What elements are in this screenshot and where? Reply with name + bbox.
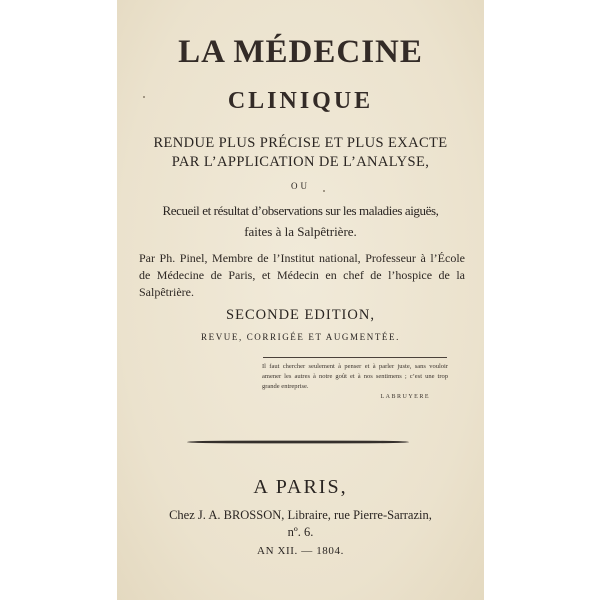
imprint-address: nº. 6. [287, 525, 314, 539]
epigraph-text: Il faut chercher seulement à penser et à parler juste, sans vouloir amener les autres à notre goût et à nos sentimens ; c’est une trop grande entreprise. [262, 363, 448, 390]
imprint-publisher: Chez J. A. BROSSON, Libraire, rue Pierre-Sarrazin, [169, 508, 432, 522]
book-title-page [117, 0, 484, 600]
epigraph-author: LABRUYERE [380, 394, 430, 400]
ornamental-rule [187, 440, 409, 444]
foxing-spot [323, 190, 325, 192]
subtitle-line-1: RENDUE PLUS PRÉCISE ET PLUS EXACTE [153, 135, 448, 151]
subtitle-line-4: faites à la Salpêtrière. [244, 224, 357, 239]
imprint-date: AN XII. — 1804. [257, 545, 344, 557]
title-line-1: LA MÉDECINE [178, 34, 423, 70]
subtitle-line-3: Recueil et résultat d’observations sur les maladies aiguës, [162, 203, 439, 218]
epigraph-rule [263, 357, 447, 358]
epigraph [262, 362, 448, 402]
imprint-city: A PARIS, [253, 476, 348, 498]
subtitle-line-2: PAR L’APPLICATION DE L’ANALYSE, [171, 154, 430, 170]
author-paragraph: Par Ph. Pinel, Membre de l’Institut national, Professeur à l’École de Médecine de Paris, et Médecin en chef de l’hospice de la Salpêtrière. [139, 251, 465, 299]
edition-note: REVUE, CORRIGÉE ET AUGMENTÉE. [201, 332, 400, 342]
conjunction-ou: OU [291, 181, 310, 191]
edition-label: SECONDE EDITION, [226, 307, 375, 323]
foxing-spot [143, 96, 145, 98]
title-line-2: CLINIQUE [227, 88, 374, 114]
